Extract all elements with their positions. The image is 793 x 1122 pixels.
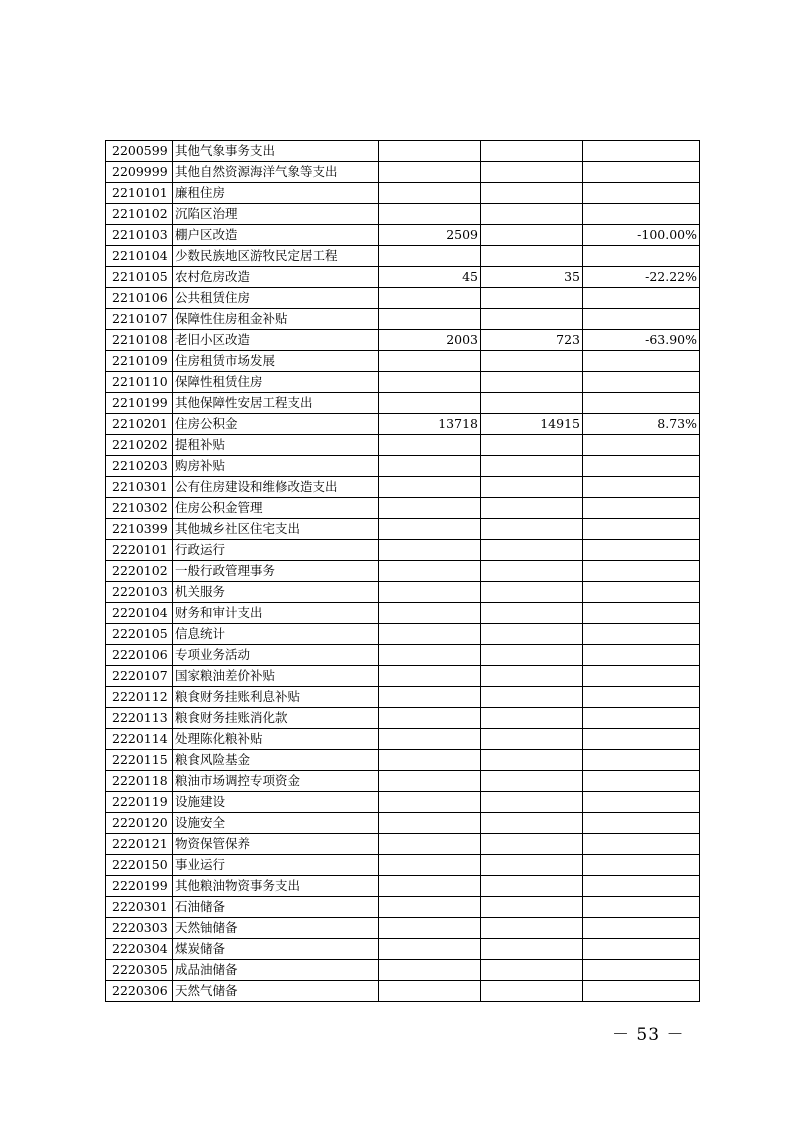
- table-row: [106, 414, 700, 435]
- amount-col1: [379, 393, 481, 414]
- amount-col1: [379, 540, 481, 561]
- item-name: 设施建设: [173, 792, 379, 813]
- amount-col1: [379, 351, 481, 372]
- amount-col1: 2509: [379, 225, 481, 246]
- amount-col2: [481, 540, 583, 561]
- change-percent: [583, 561, 700, 582]
- item-name: 农村危房改造: [173, 267, 379, 288]
- amount-col2: [481, 939, 583, 960]
- item-name: 行政运行: [173, 540, 379, 561]
- change-percent: [583, 204, 700, 225]
- table-row: [106, 204, 700, 225]
- item-code: 2210399: [106, 519, 173, 540]
- item-name: 廉租住房: [173, 183, 379, 204]
- item-code: 2220101: [106, 540, 173, 561]
- item-name: 其他保障性安居工程支出: [173, 393, 379, 414]
- item-code: 2220113: [106, 708, 173, 729]
- amount-col2: [481, 456, 583, 477]
- amount-col2: [481, 771, 583, 792]
- amount-col1: [379, 981, 481, 1002]
- item-name: 粮油市场调控专项资金: [173, 771, 379, 792]
- change-percent: [583, 183, 700, 204]
- table-row: [106, 309, 700, 330]
- amount-col1: [379, 876, 481, 897]
- change-percent: [583, 897, 700, 918]
- amount-col2: [481, 309, 583, 330]
- item-name: 保障性住房租金补贴: [173, 309, 379, 330]
- change-percent: [583, 750, 700, 771]
- table-body: [106, 141, 700, 1002]
- change-percent: [583, 393, 700, 414]
- amount-col1: [379, 708, 481, 729]
- item-code: 2210103: [106, 225, 173, 246]
- item-name: 粮食风险基金: [173, 750, 379, 771]
- item-code: 2220118: [106, 771, 173, 792]
- table-row: [106, 750, 700, 771]
- item-code: 2220102: [106, 561, 173, 582]
- change-percent: [583, 309, 700, 330]
- table-row: [106, 141, 700, 162]
- table-row: [106, 687, 700, 708]
- amount-col1: [379, 813, 481, 834]
- amount-col1: [379, 435, 481, 456]
- item-code: 2220104: [106, 603, 173, 624]
- change-percent: 8.73%: [583, 414, 700, 435]
- item-name: 粮食财务挂账利息补贴: [173, 687, 379, 708]
- table-row: [106, 939, 700, 960]
- change-percent: -22.22%: [583, 267, 700, 288]
- item-code: 2220106: [106, 645, 173, 666]
- change-percent: [583, 918, 700, 939]
- table-row: [106, 519, 700, 540]
- item-code: 2210201: [106, 414, 173, 435]
- table-row: [106, 456, 700, 477]
- amount-col2: [481, 582, 583, 603]
- item-code: 2210301: [106, 477, 173, 498]
- amount-col2: [481, 204, 583, 225]
- item-name: 其他城乡社区住宅支出: [173, 519, 379, 540]
- amount-col2: [481, 855, 583, 876]
- amount-col2: [481, 897, 583, 918]
- amount-col2: [481, 876, 583, 897]
- change-percent: [583, 771, 700, 792]
- item-code: 2220150: [106, 855, 173, 876]
- item-name: 处理陈化粮补贴: [173, 729, 379, 750]
- amount-col2: [481, 246, 583, 267]
- item-name: 公有住房建设和维修改造支出: [173, 477, 379, 498]
- amount-col1: 13718: [379, 414, 481, 435]
- change-percent: [583, 855, 700, 876]
- amount-col1: [379, 246, 481, 267]
- table-row: [106, 477, 700, 498]
- item-name: 提租补贴: [173, 435, 379, 456]
- change-percent: [583, 246, 700, 267]
- table-row: [106, 981, 700, 1002]
- change-percent: -63.90%: [583, 330, 700, 351]
- item-name: 信息统计: [173, 624, 379, 645]
- amount-col2: [481, 225, 583, 246]
- amount-col2: [481, 834, 583, 855]
- item-code: 2210109: [106, 351, 173, 372]
- table-row: [106, 288, 700, 309]
- change-percent: -100.00%: [583, 225, 700, 246]
- table-row: [106, 561, 700, 582]
- item-code: 2220303: [106, 918, 173, 939]
- item-code: 2220103: [106, 582, 173, 603]
- item-code: 2200599: [106, 141, 173, 162]
- table-row: [106, 708, 700, 729]
- amount-col2: [481, 666, 583, 687]
- item-name: 住房公积金: [173, 414, 379, 435]
- change-percent: [583, 834, 700, 855]
- amount-col1: [379, 372, 481, 393]
- amount-col1: [379, 582, 481, 603]
- change-percent: [583, 813, 700, 834]
- table-row: [106, 351, 700, 372]
- item-name: 其他自然资源海洋气象等支出: [173, 162, 379, 183]
- item-name: 专项业务活动: [173, 645, 379, 666]
- table-row: [106, 267, 700, 288]
- table-row: [106, 162, 700, 183]
- change-percent: [583, 372, 700, 393]
- table-row: [106, 435, 700, 456]
- table-row: [106, 624, 700, 645]
- amount-col2: [481, 813, 583, 834]
- item-name: 国家粮油差价补贴: [173, 666, 379, 687]
- amount-col1: [379, 477, 481, 498]
- table-row: [106, 729, 700, 750]
- amount-col2: [481, 435, 583, 456]
- amount-col2: [481, 141, 583, 162]
- item-code: 2210108: [106, 330, 173, 351]
- item-name: 棚户区改造: [173, 225, 379, 246]
- item-code: 2220114: [106, 729, 173, 750]
- item-code: 2220120: [106, 813, 173, 834]
- amount-col2: [481, 477, 583, 498]
- change-percent: [583, 582, 700, 603]
- amount-col1: [379, 204, 481, 225]
- table-row: [106, 246, 700, 267]
- amount-col1: [379, 456, 481, 477]
- amount-col1: [379, 183, 481, 204]
- change-percent: [583, 876, 700, 897]
- amount-col2: 35: [481, 267, 583, 288]
- change-percent: [583, 939, 700, 960]
- table-row: [106, 876, 700, 897]
- amount-col1: [379, 288, 481, 309]
- table-row: [106, 330, 700, 351]
- item-name: 公共租赁住房: [173, 288, 379, 309]
- item-code: 2209999: [106, 162, 173, 183]
- table-row: [106, 960, 700, 981]
- item-code: 2210101: [106, 183, 173, 204]
- item-name: 粮食财务挂账消化款: [173, 708, 379, 729]
- item-code: 2210203: [106, 456, 173, 477]
- table-row: [106, 918, 700, 939]
- item-name: 石油储备: [173, 897, 379, 918]
- item-code: 2220115: [106, 750, 173, 771]
- table-row: [106, 834, 700, 855]
- table-row: [106, 372, 700, 393]
- amount-col1: [379, 792, 481, 813]
- amount-col2: [481, 645, 583, 666]
- table-row: [106, 792, 700, 813]
- change-percent: [583, 162, 700, 183]
- amount-col2: [481, 162, 583, 183]
- item-name: 事业运行: [173, 855, 379, 876]
- item-code: 2210104: [106, 246, 173, 267]
- item-name: 少数民族地区游牧民定居工程: [173, 246, 379, 267]
- item-code: 2220121: [106, 834, 173, 855]
- change-percent: [583, 687, 700, 708]
- item-code: 2210106: [106, 288, 173, 309]
- amount-col2: [481, 750, 583, 771]
- amount-col1: [379, 645, 481, 666]
- amount-col1: [379, 309, 481, 330]
- amount-col2: [481, 519, 583, 540]
- table-row: [106, 498, 700, 519]
- amount-col2: [481, 960, 583, 981]
- item-name: 沉陷区治理: [173, 204, 379, 225]
- change-percent: [583, 708, 700, 729]
- item-name: 购房补贴: [173, 456, 379, 477]
- table-row: [106, 666, 700, 687]
- table-row: [106, 225, 700, 246]
- item-name: 机关服务: [173, 582, 379, 603]
- amount-col2: [481, 183, 583, 204]
- amount-col1: 45: [379, 267, 481, 288]
- amount-col2: [481, 603, 583, 624]
- page-number: － 53 －: [612, 1025, 685, 1045]
- amount-col1: [379, 162, 481, 183]
- item-code: 2210199: [106, 393, 173, 414]
- item-name: 其他粮油物资事务支出: [173, 876, 379, 897]
- table-row: [106, 645, 700, 666]
- amount-col1: [379, 519, 481, 540]
- amount-col2: [481, 981, 583, 1002]
- item-name: 一般行政管理事务: [173, 561, 379, 582]
- change-percent: [583, 792, 700, 813]
- amount-col1: [379, 918, 481, 939]
- amount-col1: [379, 897, 481, 918]
- amount-col2: [481, 729, 583, 750]
- amount-col2: [481, 624, 583, 645]
- amount-col1: [379, 666, 481, 687]
- item-name: 保障性租赁住房: [173, 372, 379, 393]
- table-row: [106, 183, 700, 204]
- change-percent: [583, 666, 700, 687]
- item-code: 2210105: [106, 267, 173, 288]
- item-code: 2220304: [106, 939, 173, 960]
- item-code: 2220107: [106, 666, 173, 687]
- change-percent: [583, 435, 700, 456]
- amount-col2: [481, 393, 583, 414]
- item-code: 2220105: [106, 624, 173, 645]
- table-row: [106, 582, 700, 603]
- change-percent: [583, 288, 700, 309]
- amount-col2: [481, 498, 583, 519]
- table-row: [106, 855, 700, 876]
- amount-col2: [481, 918, 583, 939]
- item-code: 2210110: [106, 372, 173, 393]
- amount-col1: [379, 939, 481, 960]
- amount-col1: [379, 603, 481, 624]
- item-name: 其他气象事务支出: [173, 141, 379, 162]
- change-percent: [583, 519, 700, 540]
- change-percent: [583, 498, 700, 519]
- table-row: [106, 603, 700, 624]
- table-row: [106, 393, 700, 414]
- amount-col1: [379, 855, 481, 876]
- amount-col2: 14915: [481, 414, 583, 435]
- amount-col1: [379, 498, 481, 519]
- table-row: [106, 897, 700, 918]
- amount-col2: [481, 687, 583, 708]
- change-percent: [583, 456, 700, 477]
- item-name: 天然铀储备: [173, 918, 379, 939]
- item-code: 2220199: [106, 876, 173, 897]
- amount-col1: 2003: [379, 330, 481, 351]
- item-name: 煤炭储备: [173, 939, 379, 960]
- item-code: 2220301: [106, 897, 173, 918]
- amount-col2: 723: [481, 330, 583, 351]
- item-name: 设施安全: [173, 813, 379, 834]
- amount-col1: [379, 771, 481, 792]
- change-percent: [583, 960, 700, 981]
- change-percent: [583, 645, 700, 666]
- change-percent: [583, 603, 700, 624]
- amount-col2: [481, 288, 583, 309]
- table-row: [106, 813, 700, 834]
- item-name: 物资保管保养: [173, 834, 379, 855]
- item-code: 2210107: [106, 309, 173, 330]
- amount-col1: [379, 834, 481, 855]
- item-code: 2210202: [106, 435, 173, 456]
- table-row: [106, 540, 700, 561]
- item-code: 2210302: [106, 498, 173, 519]
- amount-col2: [481, 708, 583, 729]
- item-code: 2220112: [106, 687, 173, 708]
- item-code: 2210102: [106, 204, 173, 225]
- amount-col1: [379, 729, 481, 750]
- budget-table: [105, 140, 700, 1002]
- change-percent: [583, 351, 700, 372]
- amount-col1: [379, 750, 481, 771]
- change-percent: [583, 477, 700, 498]
- item-name: 住房租赁市场发展: [173, 351, 379, 372]
- item-code: 2220306: [106, 981, 173, 1002]
- item-code: 2220119: [106, 792, 173, 813]
- item-name: 天然气储备: [173, 981, 379, 1002]
- item-name: 成品油储备: [173, 960, 379, 981]
- change-percent: [583, 141, 700, 162]
- amount-col2: [481, 351, 583, 372]
- change-percent: [583, 981, 700, 1002]
- amount-col1: [379, 141, 481, 162]
- amount-col2: [481, 792, 583, 813]
- amount-col2: [481, 561, 583, 582]
- change-percent: [583, 624, 700, 645]
- item-code: 2220305: [106, 960, 173, 981]
- change-percent: [583, 729, 700, 750]
- item-name: 住房公积金管理: [173, 498, 379, 519]
- amount-col1: [379, 624, 481, 645]
- amount-col1: [379, 687, 481, 708]
- item-name: 财务和审计支出: [173, 603, 379, 624]
- table-row: [106, 771, 700, 792]
- amount-col1: [379, 561, 481, 582]
- amount-col1: [379, 960, 481, 981]
- item-name: 老旧小区改造: [173, 330, 379, 351]
- change-percent: [583, 540, 700, 561]
- amount-col2: [481, 372, 583, 393]
